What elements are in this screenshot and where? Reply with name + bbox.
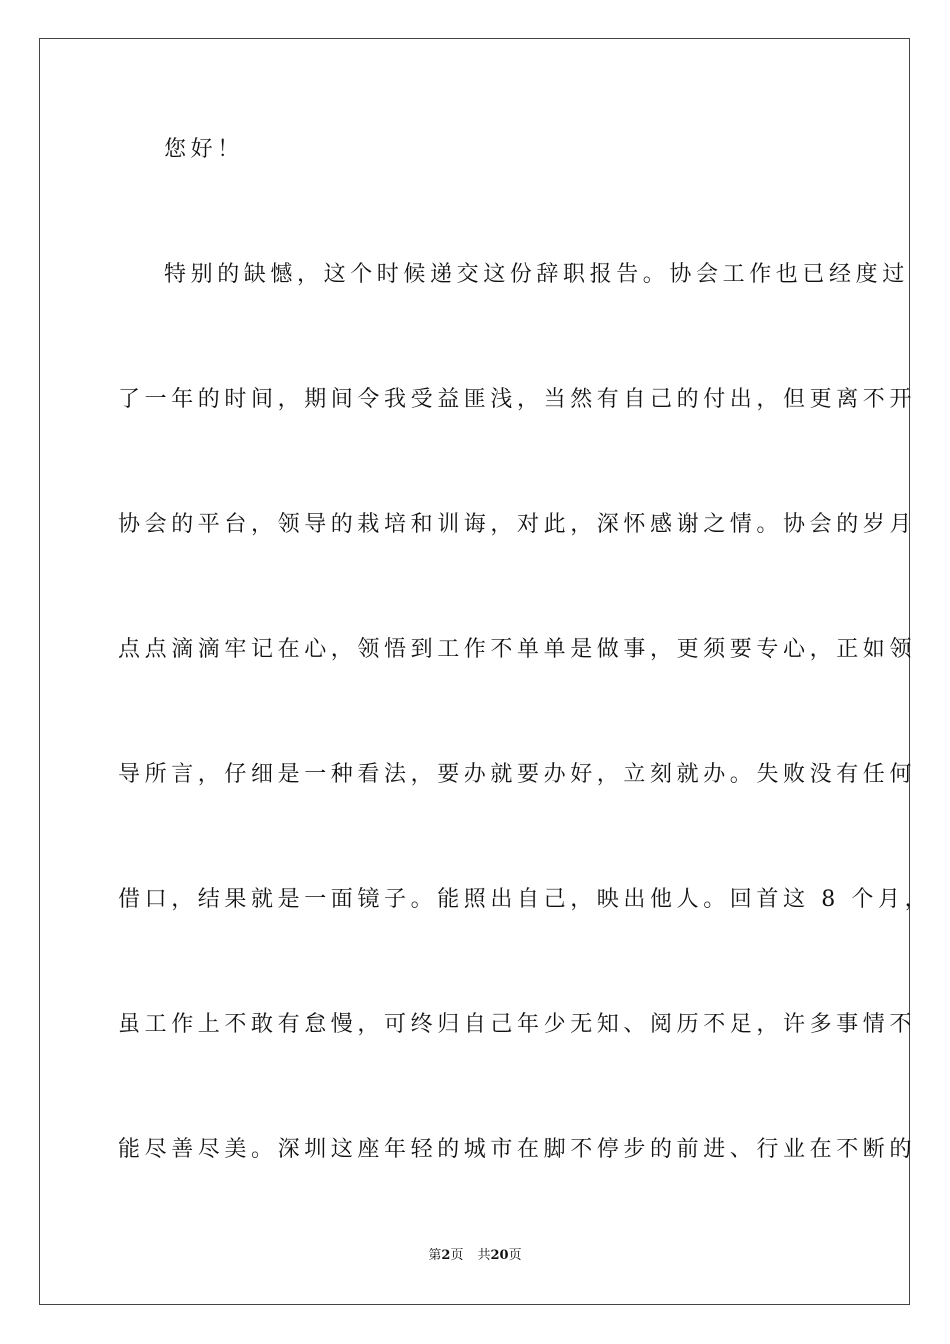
paragraph-line: 协会的平台，领导的栽培和训诲，对此，深怀感谢之情。协会的岁月 <box>118 512 917 537</box>
page-prefix: 第 <box>428 1248 442 1263</box>
paragraph-line: 能尽善尽美。深圳这座年轻的城市在脚不停步的前进、行业在不断的 <box>118 1137 917 1162</box>
greeting: 您好！ <box>164 137 244 162</box>
page-number: 2 <box>441 1248 451 1263</box>
total-pages: 20 <box>490 1248 509 1263</box>
page-frame <box>39 38 932 1305</box>
paragraph-line: 虽工作上不敢有怠慢，可终归自己年少无知、阅历不足，许多事情不 <box>118 1012 917 1037</box>
total-suffix: 页 <box>508 1248 522 1263</box>
paragraph-line: 点点滴滴牢记在心，领悟到工作不单单是做事，更须要专心，正如领 <box>118 637 917 662</box>
paragraph-line: 借口，结果就是一面镜子。能照出自己，映出他人。回首这 8 个月， <box>118 887 932 912</box>
page-footer <box>0 1248 950 1264</box>
paragraph-line: 了一年的时间，期间令我受益匪浅，当然有自己的付出，但更离不开 <box>118 387 917 412</box>
paragraph-line: 导所言，仔细是一种看法，要办就要办好，立刻就办。失败没有任何 <box>118 762 917 787</box>
total-prefix: 共 <box>477 1248 491 1263</box>
paragraph-line: 特别的缺憾，这个时候递交这份辞职报告。协会工作也已经度过 <box>164 262 909 287</box>
page-suffix: 页 <box>450 1248 464 1263</box>
